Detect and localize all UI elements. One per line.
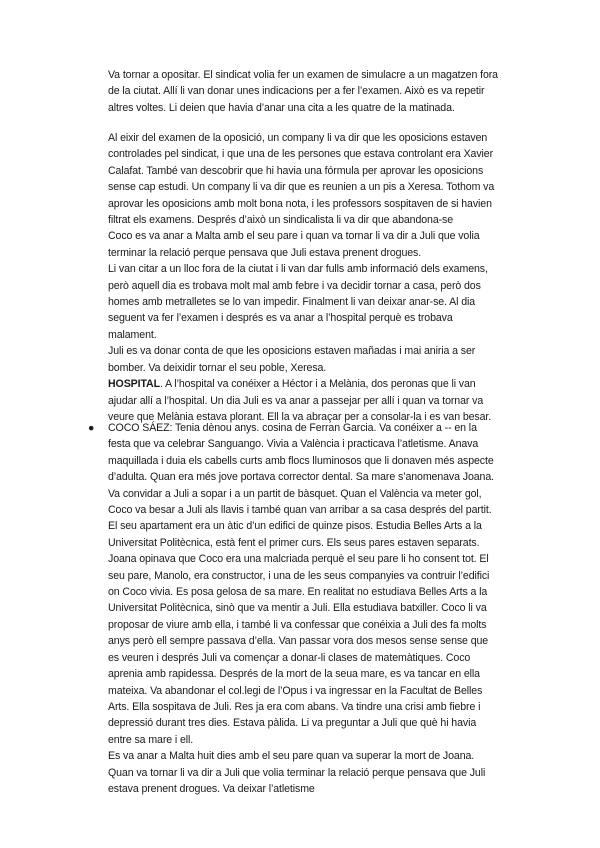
text-line: bomber. Va deixidir tornar el seu poble, Xeresa.: [108, 361, 327, 374]
text-line: Va tornar a opositar. El sindicat volia fer un examen de simulacre a un magatzen fora: [108, 69, 498, 81]
text-line: festa que va celebrar Sanguango. Vivia a València i practicava l’atletisme. Anava: [108, 438, 479, 451]
text-line: aprenia amb rapidessa. Després de la mort de la seua mare, es va tancar en ella: [108, 668, 480, 681]
text-line: on Coco vivia. Es posa gelosa de sa mare. En realitat no estudiava Belles Arts a la: [108, 586, 488, 599]
text-line: Juli es va donar conta de que les oposicions estaven mañadas i mai aniria a ser: [108, 345, 476, 358]
text-line: mateixa. Va abandonar el col.legi de l’Opus i va ingressar en la Facultat de Belles: [108, 684, 483, 697]
text-line: però aquell dia es trobava molt mal amb febre i va decidir tornar a casa, però dos: [108, 279, 481, 292]
hospital-text: . A l’hospital va conéixer a Héctor i a Melània, dos peronas que li van: [159, 378, 476, 391]
text-line: Li van citar a un lloc fora de la ciutat i li van dar fulls amb informació dels examens,: [108, 263, 488, 276]
text-line: malament.: [108, 328, 157, 341]
text-line: terminar la relació perque pensava que Juli estava prenent drogues.: [108, 246, 422, 259]
hospital-line: [108, 376, 528, 392]
text-line: de la ciutat. Allí li van donar unes indicacions per a fer l’examen. Això es va repetir: [108, 85, 485, 98]
text-line: sense cap estudi. Un company li va dir que es reunien a un pis a Xeresa. Tothom va: [108, 181, 495, 194]
text-line: Coco va besar a Juli als llavis i també quan van arribar a sa casa després del partit.: [108, 504, 492, 517]
text-line: Calafat. També van descobrir que hi havia una fórmula per aprovar les oposicions: [108, 164, 484, 177]
text-line: aprovar les oposicions amb molt bona nota, i les professors sospitaven de si havien: [108, 197, 492, 210]
text-line: proposar de viure amb ella, i també li va confessar que conéixia a Juli des fa molts: [108, 618, 487, 631]
text-line: Coco es va anar a Malta amb el seu pare i quan va tornar li va dir a Juli que volia: [108, 230, 480, 243]
text-line: estava prenent drogues. Va deixar l’atletisme: [108, 782, 315, 795]
text-line: filtrat els examens. Després d’això un sindicalista li va dir que abandona-se: [108, 214, 454, 227]
text-line: ajudar allí a l’hospital. Un dia Juli es va anar a passejar per allí i quan va tornar va: [108, 394, 484, 407]
text-line: seu pare, Manolo, era constructor, i una de les seus companyies va contruir l’edifici: [108, 569, 490, 582]
paragraph-1: [108, 67, 528, 116]
text-line: d’adulta. Quan era més jove portava corrector dental. Sa mare s’anomenava Joana.: [108, 471, 494, 484]
text-line: Universitat Politècnica, està fent el primer curs. Els seus pares estaven separats.: [108, 536, 480, 549]
text-line: Universitat Politècnica, sinò que va mentir a Juli. Ella estudiava batxiller. Coco li va: [108, 602, 487, 615]
text-line: Al eixir del examen de la oposició, un company li va dir que les oposicions estaven: [108, 132, 488, 144]
bullet-icon: ●: [88, 422, 95, 434]
text-line: El seu apartament era un àtic d’un edifici de quinze pisos. Estudia Belles Arts a la: [108, 520, 482, 533]
text-line: seguent va fer l’examen i després es va anar a l’hospital perquè es trobava: [108, 312, 453, 325]
bullet-paragraph-coco: [108, 420, 528, 797]
text-line: Joana opinava que Coco era una malcriada perquè el seu pare li ho consent tot. El: [108, 553, 489, 566]
hospital-heading: HOSPITAL: [108, 378, 160, 391]
paragraph-2: [108, 130, 528, 425]
text-line: maquillada i duia els cabells curts amb flocs lluminosos que li donaven més aspecte: [108, 454, 494, 467]
text-line: entre sa mare i ell.: [108, 733, 194, 746]
text-line: es veuren i després Juli va començar a donar-li clases de matemàtiques. Coco: [108, 651, 471, 664]
text-line: depressió durant tres dies. Estava pàlida. Li va preguntar a Juli que què hi havia: [108, 717, 477, 730]
text-line: COCO SÁEZ: Tenia dènou anys. cosina de Ferran Garcia. Va conéixer a -- en la: [108, 422, 477, 434]
text-line: Quan va tornar li va dir a Juli que volia terminar la relació perque pensava que Juli: [108, 766, 486, 779]
text-line: Va convidar a Juli a sopar i a un partit de bàsquet. Quan el València va meter gol,: [108, 487, 482, 500]
text-line: Es va anar a Malta huit dies amb el seu pare quan va superar la mort de Joana.: [108, 750, 475, 763]
text-line: veure que Melània estava plorant. Ell la va abraçar per a consolar-la i es van besar.: [108, 410, 492, 423]
text-line: altres voltes. Li deien que havia d’anar una cita a les quatre de la matinada.: [108, 101, 455, 114]
text-line: controlades pel sindicat, i que una de les persones que estava controlant era Xavier: [108, 148, 493, 161]
text-line: homes amb metralletes se lo van impedir. Finalment li van deixar anar-se. Al dia: [108, 296, 476, 309]
text-line: Arts. Ella sospitava de Juli. Res ja era com abans. Va tindre una crisi amb fiebre i: [108, 700, 481, 713]
text-line: anys però ell sempre passava d’ella. Van passar vora dos mesos sense sense que: [108, 635, 489, 648]
